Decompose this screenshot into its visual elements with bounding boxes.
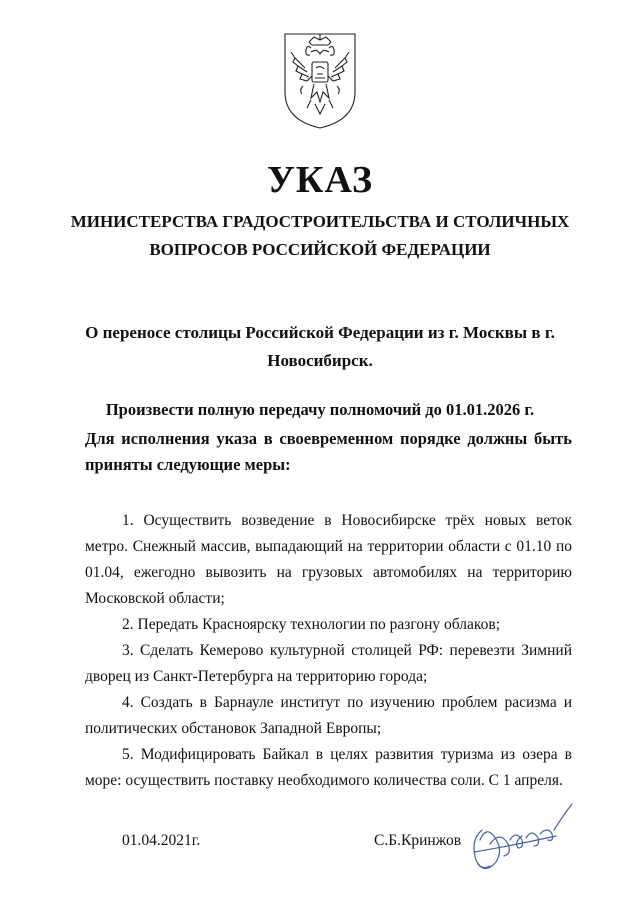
measure-item: 4. Создать в Барнауле институт по изучению проблем расизма и политических обстановок Западной Европы;	[85, 694, 572, 737]
ministry-name	[60, 208, 580, 264]
measure-item: 2. Передать Красноярску технологии по разгону облаков;	[122, 616, 501, 633]
measure-item: 3. Сделать Кемерово культурной столицей РФ: перевезти Зимний дворец из Санкт-Петербурга на территорию города;	[85, 642, 572, 685]
measure-item: 5. Модифицировать Байкал в целях развития туризма из озера в море: осуществить поставку необходимого количества соли. С 1 апреля.	[85, 746, 572, 789]
signature-icon	[460, 800, 578, 880]
decree-subject	[70, 319, 570, 375]
signer-name: С.Б.Кринжов	[374, 832, 462, 849]
subject-line: О переносе столицы Российской Федерации из г. Москвы в г.	[85, 323, 555, 342]
measures-intro: Для исполнения указа в своевременном порядке должны быть приняты следующие меры:	[85, 429, 572, 474]
decree-directive: Произвести полную передачу полномочий до 01.01.2026 г.	[105, 400, 535, 419]
ministry-line: МИНИСТЕРСТВА ГРАДОСТРОИТЕЛЬСТВА И СТОЛИЧНЫХ	[70, 212, 570, 231]
decree-date: 01.04.2021г.	[122, 832, 201, 849]
coat-of-arms-icon	[281, 28, 359, 130]
ministry-line: ВОПРОСОВ РОССИЙСКОЙ ФЕДЕРАЦИИ	[149, 240, 491, 259]
subject-line: Новосибирск.	[267, 351, 373, 370]
decree-title: УКАЗ	[267, 159, 373, 201]
measure-item: 1. Осуществить возведение в Новосибирске трёх новых веток метро. Снежный массив, выпадающий на территории области с 01.10 по 01.04, ежегодно вывозить на грузовых автомобилях на территорию Московской области;	[85, 512, 572, 607]
measures-list	[85, 508, 572, 794]
